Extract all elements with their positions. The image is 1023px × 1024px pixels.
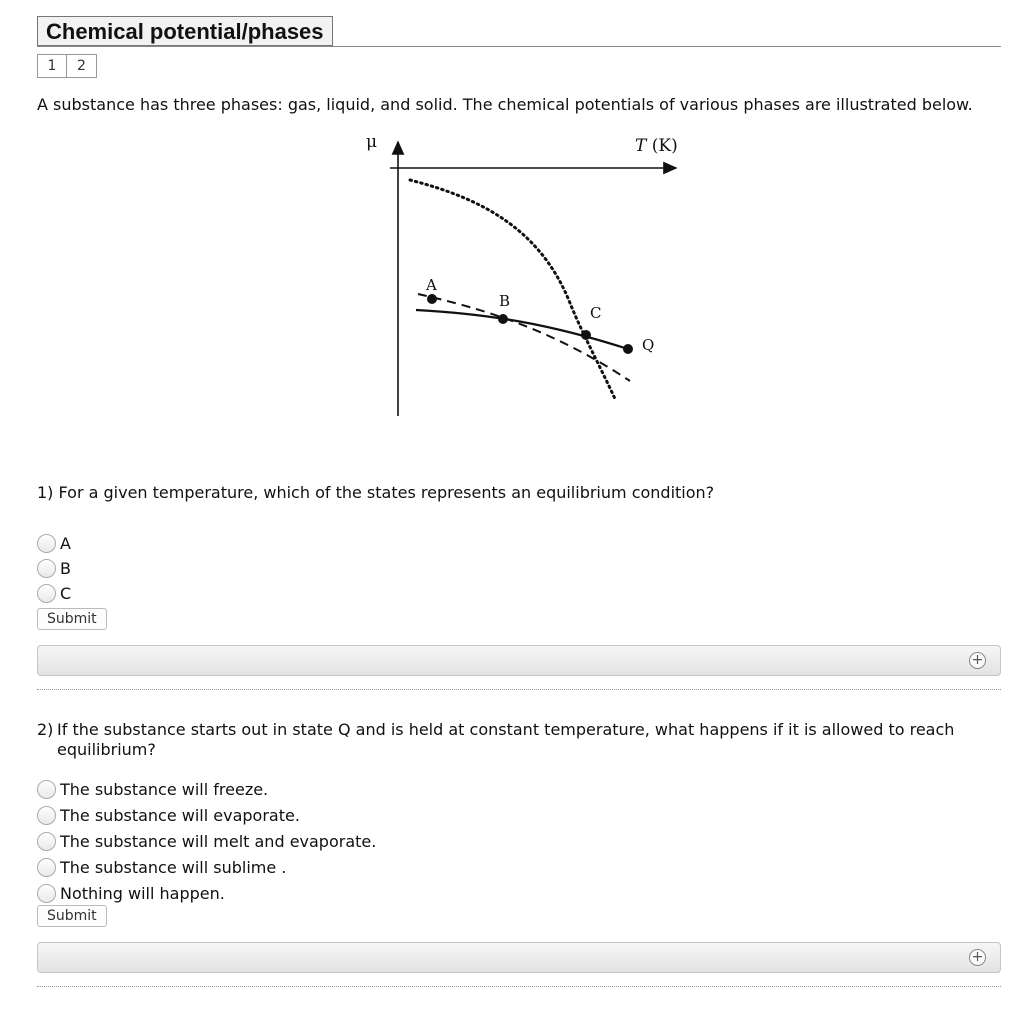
radio-button[interactable] xyxy=(37,884,56,903)
q2-submit-button[interactable]: Submit xyxy=(37,905,107,927)
radio-button[interactable] xyxy=(37,858,56,877)
option-label: The substance will evaporate. xyxy=(60,805,300,825)
label-B: B xyxy=(499,292,511,310)
question-2-number: 2) xyxy=(37,720,54,739)
point-Q xyxy=(623,344,633,354)
radio-button[interactable] xyxy=(37,780,56,799)
radio-button[interactable] xyxy=(37,806,56,825)
option-label: Nothing will happen. xyxy=(60,883,225,903)
radio-button[interactable] xyxy=(37,584,56,603)
radio-button[interactable] xyxy=(37,559,56,578)
q2-option-evaporate[interactable] xyxy=(37,802,376,828)
q1-submit-button[interactable]: Submit xyxy=(37,608,107,630)
point-C xyxy=(581,330,591,340)
q2-feedback-accordion[interactable] xyxy=(37,942,1001,973)
q1-option-a[interactable] xyxy=(37,531,71,556)
question-2-prompt: If the substance starts out in state Q and is held at constant temperature, what happens if it is allowed to reach equilibrium? xyxy=(57,720,955,759)
page-navigation xyxy=(37,54,97,78)
option-label: The substance will melt and evaporate. xyxy=(60,831,377,851)
option-label: The substance will sublime . xyxy=(60,857,287,877)
q1-option-b[interactable] xyxy=(37,556,71,581)
q1-feedback-accordion[interactable] xyxy=(37,645,1001,676)
q1-option-c[interactable] xyxy=(37,581,71,606)
option-label: A xyxy=(60,534,71,553)
point-A xyxy=(427,294,437,304)
page-title: Chemical potential/phases xyxy=(37,16,333,46)
radio-button[interactable] xyxy=(37,832,56,851)
chemical-potential-figure xyxy=(350,128,690,423)
radio-button[interactable] xyxy=(37,534,56,553)
option-label: The substance will freeze. xyxy=(60,779,269,799)
q2-option-melt-evaporate[interactable] xyxy=(37,828,376,854)
option-label: C xyxy=(60,584,72,603)
title-divider xyxy=(37,46,1001,47)
question-1-number: 1) xyxy=(37,483,54,502)
x-axis-label xyxy=(635,136,678,156)
label-Q: Q xyxy=(642,336,655,354)
page-1-button[interactable]: 1 xyxy=(37,54,67,78)
question-1-options xyxy=(37,531,71,606)
q2-option-freeze[interactable] xyxy=(37,776,376,802)
plus-circle-icon[interactable]: + xyxy=(969,652,986,669)
label-C: C xyxy=(590,304,602,322)
x-axis-label-unit: (K) xyxy=(651,136,678,156)
label-A: A xyxy=(426,276,437,294)
question-1-prompt: For a given temperature, which of the states represents an equilibrium condition? xyxy=(58,483,715,502)
q2-option-sublime[interactable] xyxy=(37,854,376,880)
dotted-curve xyxy=(410,180,616,401)
question-2-text xyxy=(37,720,977,760)
question-2-options xyxy=(37,776,376,906)
y-axis-label: μ xyxy=(366,132,378,152)
section-divider xyxy=(37,986,1001,987)
plus-circle-icon[interactable]: + xyxy=(969,949,986,966)
q2-option-nothing[interactable] xyxy=(37,880,376,906)
question-1-text xyxy=(37,483,714,502)
problem-intro: A substance has three phases: gas, liquid, and solid. The chemical potentials of various phases are illustrated below. xyxy=(37,95,973,114)
page-2-button[interactable]: 2 xyxy=(67,54,97,78)
section-divider xyxy=(37,689,1001,690)
x-axis-label-var: T xyxy=(635,136,647,156)
point-B xyxy=(498,314,508,324)
option-label: B xyxy=(60,559,71,578)
